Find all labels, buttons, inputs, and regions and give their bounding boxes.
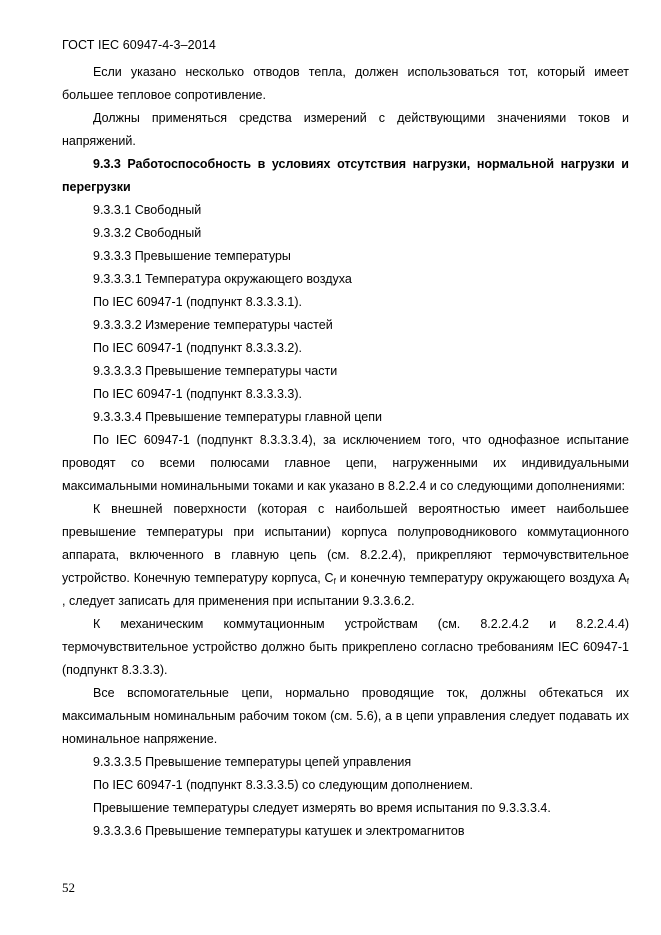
clause-9-3-3-3-2: 9.3.3.3.2 Измерение температуры частей — [93, 318, 333, 332]
document-body — [62, 61, 629, 843]
clause-9-3-3-1: 9.3.3.1 Свободный — [93, 203, 202, 217]
reference-8-3-3-3-5: По IEC 60947-1 (подпункт 8.3.3.3.5) со следующим дополнением. — [93, 778, 474, 792]
subscript: f — [626, 577, 630, 586]
clause-9-3-3-3-3: 9.3.3.3.3 Превышение температуры части — [93, 364, 338, 378]
clause-9-3-3-3-1: 9.3.3.3.1 Температура окружающего воздуха — [93, 272, 352, 286]
reference-8-3-3-3-3: По IEC 60947-1 (подпункт 8.3.3.3.3). — [93, 387, 302, 401]
paragraph-single-phase-test: По IEC 60947-1 (подпункт 8.3.3.3.4), за исключением того, что однофазное испытание проводят со всеми полюсами главное цепи, нагруженными их индивидуальными максимальными номинальными токами и как указано в 8.2.2.4 и со следующими дополнениями: — [62, 433, 629, 493]
clause-9-3-3-3-6: 9.3.3.3.6 Превышение температуры катушек и электромагнитов — [93, 824, 465, 838]
clause-9-3-3-2: 9.3.3.2 Свободный — [93, 226, 202, 240]
text-segment: К внешней поверхности (которая с наибольшей вероятностью имеет наибольшее превышение температуры при испытании) корпуса полупроводникового коммутационного аппарата, включенного в главную цепь (см. 8.2.2.4), прикрепляют термочувствительное устройство. Конечную температуру корпуса, C — [62, 502, 629, 585]
paragraph-thermosensitive-device — [62, 498, 629, 613]
subscript: f — [333, 577, 336, 586]
text-segment: , следует записать для применения при испытании 9.3.3.6.2. — [62, 594, 415, 608]
document-header: ГОСТ IEC 60947-4-3–2014 — [62, 38, 216, 52]
page-number: 52 — [62, 880, 75, 895]
clause-9-3-3-3-5: 9.3.3.3.5 Превышение температуры цепей управления — [93, 755, 412, 769]
reference-8-3-3-3-2: По IEC 60947-1 (подпункт 8.3.3.3.2). — [93, 341, 302, 355]
text-segment: и конечную температуру окружающего воздуха A — [335, 571, 627, 585]
clause-9-3-3-3-4: 9.3.3.3.4 Превышение температуры главной цепи — [93, 410, 382, 424]
paragraph-auxiliary-circuits: Все вспомогательные цепи, нормально проводящие ток, должны обтекаться их максимальным номинальным рабочим током (см. 5.6), а в цепи управления следует подавать их номинальное напряжение. — [62, 686, 629, 746]
paragraph-mechanical-devices: К механическим коммутационным устройствам (см. 8.2.2.4.2 и 8.2.2.4.4) термочувствительное устройство должно быть прикреплено согласно требованиям IEC 60947-1 (подпункт 8.3.3.3). — [62, 617, 629, 677]
reference-8-3-3-3-1: По IEC 60947-1 (подпункт 8.3.3.3.1). — [93, 295, 302, 309]
section-heading-9-3-3: 9.3.3 Работоспособность в условиях отсутствия нагрузки, нормальной нагрузки и перегрузки — [62, 157, 629, 194]
paragraph-measuring-means: Должны применяться средства измерений с действующими значениями токов и напряжений. — [62, 111, 629, 148]
paragraph-heat-sink: Если указано несколько отводов тепла, должен использоваться тот, который имеет большее тепловое сопротивление. — [62, 65, 629, 102]
paragraph-measure-during-test: Превышение температуры следует измерять во время испытания по 9.3.3.3.4. — [93, 801, 551, 815]
clause-9-3-3-3: 9.3.3.3 Превышение температуры — [93, 249, 291, 263]
